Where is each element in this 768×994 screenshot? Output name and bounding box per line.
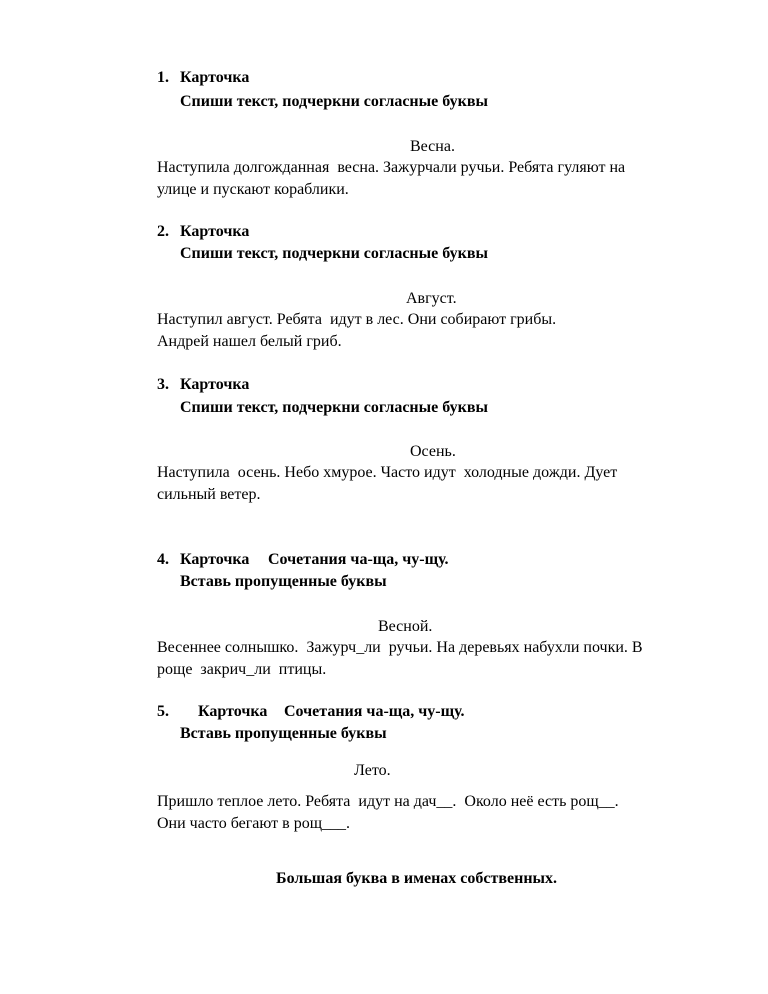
card-text-line: улице и пускают кораблики. [157,181,349,198]
card-text-line: Наступила долгожданная весна. Зажурчали ручьи. Ребята гуляют на [157,159,626,176]
card-number: 3. [157,376,169,393]
card-label: Карточка [180,551,250,568]
card-instruction: Спиши текст, подчеркни согласные буквы [180,245,488,262]
card-text-line: Андрей нашел белый гриб. [157,333,342,350]
card-title: Весна. [410,138,455,155]
card-number: 4. [157,551,169,568]
card-topic: Сочетания ча-ща, чу-щу. [268,551,449,568]
card-number: 2. [157,223,169,240]
card-number: 1. [157,69,169,86]
card-title: Осень. [410,443,456,460]
card-text-line: Весеннее солнышко. Зажурч_ли ручьи. На деревьях набухли почки. В [157,639,643,656]
card-instruction: Спиши текст, подчеркни согласные буквы [180,93,488,110]
card-title: Весной. [378,618,433,635]
card-title: Лето. [354,762,391,779]
card-instruction: Вставь пропущенные буквы [180,725,387,742]
card-text-line: сильный ветер. [157,486,261,503]
card-text-line: Они часто бегают в рощ___. [157,815,351,832]
card-label: Карточка [180,223,250,240]
card-number: 5. [157,703,169,720]
card-instruction: Вставь пропущенные буквы [180,573,387,590]
card-title: Август. [406,290,457,307]
card-label: Карточка [198,703,268,720]
card-topic: Сочетания ча-ща, чу-щу. [284,703,465,720]
card-text-line: роще закрич_ли птицы. [157,661,327,678]
card-label: Карточка [180,376,250,393]
card-text-line: Наступил август. Ребята идут в лес. Они собирают грибы. [157,311,557,328]
card-text-line: Наступила осень. Небо хмурое. Часто идут холодные дожди. Дует [157,464,618,481]
card-label: Карточка [180,69,250,86]
card-instruction: Спиши текст, подчеркни согласные буквы [180,399,488,416]
card-text-line: Пришло теплое лето. Ребята идут на дач__. Около неё есть рощ__. [157,793,619,810]
section-heading: Большая буква в именах собственных. [276,870,558,887]
